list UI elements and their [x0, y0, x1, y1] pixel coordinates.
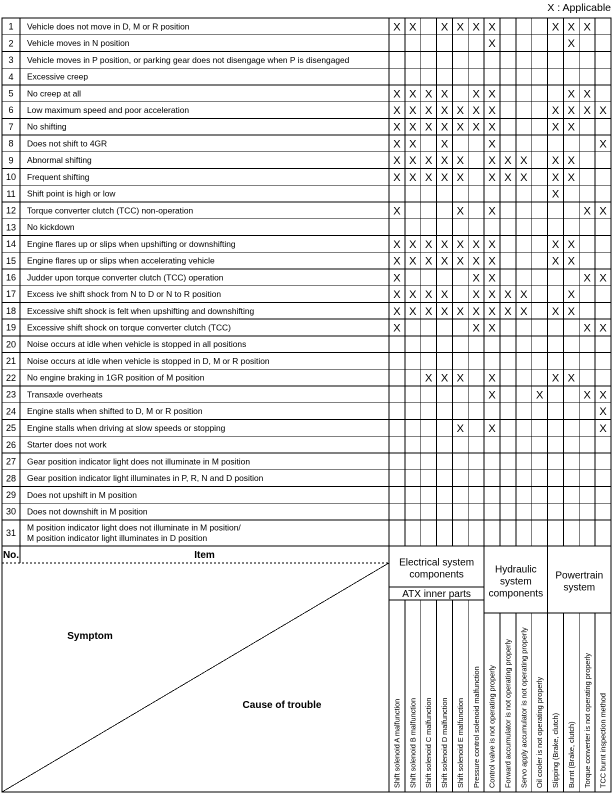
group-header: Hydraulic: [495, 564, 537, 576]
applicable-mark: X: [567, 21, 576, 34]
applicable-mark: X: [567, 238, 576, 251]
cause-label: Shift solenoid A malfunction: [392, 698, 402, 788]
row-number: 7: [8, 121, 14, 132]
cause-label: Control valve is not operating properly: [487, 665, 497, 788]
applicable-mark: X: [409, 121, 417, 134]
group-header: components: [488, 588, 544, 600]
applicable-mark: X: [488, 171, 496, 184]
applicable-mark: X: [599, 389, 607, 402]
applicable-mark: X: [393, 272, 401, 285]
applicable-mark: X: [440, 105, 449, 118]
row-number: 3: [8, 55, 14, 66]
applicable-mark: X: [424, 255, 433, 268]
row-number: 19: [5, 322, 17, 333]
row-number: 4: [8, 71, 14, 82]
row-number: 12: [5, 205, 17, 216]
symptom-text: Noise occurs at idle when vehicle is stopped in all positions: [27, 339, 247, 350]
symptom-text: Does not shift to 4GR: [27, 138, 108, 149]
applicable-mark: X: [472, 289, 480, 302]
applicable-mark: X: [424, 105, 433, 118]
applicable-mark: X: [440, 88, 449, 101]
applicable-mark: X: [567, 305, 576, 318]
row-number: 28: [5, 473, 17, 484]
applicable-mark: X: [488, 389, 496, 402]
applicable-mark: X: [409, 171, 417, 184]
symptom-text: Gear position indicator light does not illuminate in M position: [27, 456, 250, 467]
cause-label: TCC burnt inspection method: [598, 693, 608, 788]
applicable-mark: X: [472, 238, 480, 251]
legend-applicable: X : Applicable: [547, 2, 611, 14]
symptom-text: Abnormal shifting: [27, 155, 92, 166]
symptom-text: Engine stalls when shifted to D, M or R position: [27, 406, 203, 417]
applicable-mark: X: [409, 289, 417, 302]
row-number: 31: [5, 528, 17, 539]
symptom-text: Does not downshift in M position: [27, 506, 148, 517]
applicable-mark: X: [567, 38, 576, 51]
applicable-mark: X: [567, 155, 576, 168]
applicable-mark: X: [488, 105, 496, 118]
applicable-mark: X: [599, 205, 607, 218]
applicable-mark: X: [472, 88, 480, 101]
symptom-text: Noise occurs at idle when vehicle is stopped in D, M or R position: [27, 355, 270, 366]
applicable-mark: X: [599, 422, 607, 435]
symptom-text: No engine braking in 1GR position of M position: [27, 372, 205, 383]
row-number: 23: [5, 389, 17, 400]
applicable-mark: X: [440, 138, 449, 151]
applicable-mark: X: [520, 171, 528, 184]
cause-label: Servo apply accumulator is not operating properly: [519, 627, 529, 788]
applicable-mark: X: [520, 305, 528, 318]
row-number: 13: [5, 222, 17, 233]
applicable-mark: X: [488, 138, 496, 151]
applicable-mark: X: [551, 155, 560, 168]
applicable-mark: X: [440, 238, 449, 251]
row-number: 8: [8, 138, 14, 149]
applicable-mark: X: [567, 121, 576, 134]
applicable-mark: X: [520, 289, 528, 302]
symptom-text: Engine stalls when driving at slow speeds or stopping: [27, 422, 226, 433]
applicable-mark: X: [456, 238, 465, 251]
applicable-mark: X: [409, 88, 417, 101]
applicable-mark: X: [567, 171, 576, 184]
applicable-mark: X: [583, 105, 591, 118]
applicable-mark: X: [488, 155, 496, 168]
applicable-mark: X: [472, 305, 480, 318]
applicable-mark: X: [504, 155, 512, 168]
applicable-mark: X: [424, 372, 433, 385]
applicable-mark: X: [424, 121, 433, 134]
no-header: No.: [2, 549, 20, 561]
applicable-mark: X: [488, 272, 496, 285]
applicable-mark: X: [488, 38, 496, 51]
row-number: 16: [5, 272, 17, 283]
symptom-text: Frequent shifting: [27, 171, 90, 182]
applicable-mark: X: [456, 372, 465, 385]
applicable-mark: X: [488, 372, 496, 385]
symptom-text: Excessive shift shock on torque converter clutch (TCC): [27, 322, 231, 333]
applicable-mark: X: [567, 255, 576, 268]
applicable-mark: X: [599, 138, 607, 151]
row-number: 26: [5, 439, 17, 450]
applicable-mark: X: [583, 322, 591, 335]
applicable-mark: X: [393, 105, 401, 118]
row-number: 2: [8, 38, 14, 49]
applicable-mark: X: [472, 121, 480, 134]
applicable-mark: X: [393, 171, 401, 184]
applicable-mark: X: [393, 138, 401, 151]
symptom-text: Gear position indicator light illuminates in P, R, N and D position: [27, 473, 264, 484]
symptom-text: Judder upon torque converter clutch (TCC) operation: [27, 272, 224, 283]
symptom-text: No shifting: [27, 121, 67, 132]
row-number: 17: [5, 289, 17, 300]
cause-of-trouble-label: Cause of trouble: [242, 699, 322, 711]
applicable-mark: X: [583, 88, 591, 101]
cause-label: Torque converter is not operating properly: [582, 652, 592, 788]
applicable-mark: X: [504, 305, 512, 318]
row-number: 24: [5, 406, 17, 417]
applicable-mark: X: [504, 171, 512, 184]
applicable-mark: X: [393, 305, 401, 318]
cause-label: Shift solenoid C malfunction: [424, 697, 434, 788]
symptom-text: Excessive creep: [27, 71, 88, 82]
symptom-text: Low maximum speed and poor acceleration: [27, 105, 190, 116]
applicable-mark: X: [583, 21, 591, 34]
applicable-mark: X: [456, 171, 465, 184]
applicable-mark: X: [440, 171, 449, 184]
applicable-mark: X: [551, 21, 560, 34]
cause-label: Shift solenoid B malfunction: [408, 697, 418, 788]
row-number: 22: [5, 372, 17, 383]
row-number: 14: [5, 239, 17, 250]
symptom-text: No kickdown: [27, 222, 75, 233]
row-number: 27: [5, 456, 17, 467]
applicable-mark: X: [567, 105, 576, 118]
applicable-mark: X: [488, 255, 496, 268]
applicable-mark: X: [424, 88, 433, 101]
applicable-mark: X: [551, 238, 560, 251]
applicable-mark: X: [409, 155, 417, 168]
applicable-mark: X: [409, 255, 417, 268]
applicable-mark: X: [424, 238, 433, 251]
symptom-label: Symptom: [67, 630, 113, 642]
cause-label: Oil cooler is not operating properly: [535, 676, 545, 788]
symptom-text: M position indicator light does not illuminate in M position/: [27, 522, 241, 533]
applicable-mark: X: [456, 21, 465, 34]
applicable-mark: X: [456, 205, 465, 218]
diagonal-line: [2, 563, 389, 792]
symptom-text: Torque converter clutch (TCC) non-operation: [27, 205, 194, 216]
row-number: 29: [5, 490, 17, 501]
applicable-mark: X: [456, 155, 465, 168]
row-number: 20: [5, 339, 17, 350]
cause-label: Slipping (Brake, clutch): [551, 712, 561, 788]
group-header: system: [500, 576, 532, 588]
row-number: 30: [5, 506, 17, 517]
applicable-mark: X: [440, 121, 449, 134]
applicable-mark: X: [551, 121, 560, 134]
applicable-mark: X: [599, 406, 607, 419]
applicable-mark: X: [424, 305, 433, 318]
applicable-mark: X: [440, 305, 449, 318]
applicable-mark: X: [409, 238, 417, 251]
symptom-text: No creep at all: [27, 88, 81, 99]
applicable-mark: X: [567, 372, 576, 385]
applicable-mark: X: [488, 121, 496, 134]
row-number: 6: [8, 105, 14, 116]
applicable-mark: X: [567, 88, 576, 101]
applicable-mark: X: [409, 305, 417, 318]
applicable-mark: X: [456, 305, 465, 318]
applicable-mark: X: [599, 272, 607, 285]
applicable-mark: X: [472, 272, 480, 285]
applicable-mark: X: [440, 155, 449, 168]
row-number: 18: [5, 305, 17, 316]
row-number: 5: [8, 88, 14, 99]
applicable-mark: X: [504, 289, 512, 302]
row-number: 10: [5, 172, 17, 183]
applicable-mark: X: [583, 205, 591, 218]
item-header: Item: [194, 549, 215, 561]
applicable-mark: X: [424, 171, 433, 184]
applicable-mark: X: [535, 389, 544, 402]
applicable-mark: X: [393, 238, 401, 251]
applicable-mark: X: [488, 422, 496, 435]
applicable-mark: X: [488, 205, 496, 218]
cause-label: Burnt (Brake, clutch): [566, 721, 576, 788]
applicable-mark: X: [472, 255, 480, 268]
applicable-mark: X: [393, 21, 401, 34]
applicable-mark: X: [393, 255, 401, 268]
row-number: 1: [8, 21, 14, 32]
applicable-mark: X: [424, 289, 433, 302]
applicable-mark: X: [551, 372, 560, 385]
group-header: components: [409, 569, 464, 581]
applicable-mark: X: [440, 255, 449, 268]
applicable-mark: X: [456, 105, 465, 118]
applicable-mark: X: [488, 88, 496, 101]
applicable-mark: X: [551, 171, 560, 184]
applicable-mark: X: [599, 105, 607, 118]
applicable-mark: X: [567, 289, 576, 302]
symptom-text: Vehicle moves in N position: [27, 38, 130, 49]
applicable-mark: X: [393, 205, 401, 218]
applicable-mark: X: [393, 88, 401, 101]
applicable-mark: X: [583, 389, 591, 402]
row-number: 11: [6, 188, 16, 199]
applicable-mark: X: [456, 422, 465, 435]
applicable-mark: X: [551, 105, 560, 118]
symptom-text: Transaxle overheats: [27, 389, 103, 400]
applicable-mark: X: [488, 322, 496, 335]
applicable-mark: X: [472, 105, 480, 118]
applicable-mark: X: [599, 322, 607, 335]
cause-label: Shift solenoid E malfunction: [455, 697, 465, 788]
applicable-mark: X: [488, 289, 496, 302]
group-header: Electrical system: [399, 557, 475, 569]
symptom-text: Shift point is high or low: [27, 188, 116, 199]
group-header: system: [563, 582, 596, 594]
applicable-mark: X: [393, 289, 401, 302]
applicable-mark: X: [393, 121, 401, 134]
symptom-text: Excessive shift shock is felt when upshifting and downshifting: [27, 305, 255, 316]
applicable-mark: X: [472, 322, 480, 335]
applicable-mark: X: [551, 188, 560, 201]
row-number: 21: [5, 356, 17, 367]
cause-label: Pressure control solenoid malfunction: [471, 666, 481, 788]
applicable-mark: X: [409, 21, 417, 34]
applicable-mark: X: [472, 21, 480, 34]
applicable-mark: X: [393, 322, 401, 335]
applicable-mark: X: [440, 289, 449, 302]
group-header: Powertrain: [555, 570, 604, 582]
row-number: 25: [5, 423, 17, 434]
subgroup-header: ATX inner parts: [402, 588, 471, 600]
applicable-mark: X: [424, 155, 433, 168]
troubleshooting-matrix: [0, 17, 612, 793]
symptom-text: Does not upshift in M position: [27, 489, 137, 500]
symptom-text: Vehicle does not move in D, M or R position: [27, 21, 190, 32]
row-number: 9: [8, 155, 14, 166]
symptom-text: Engine flares up or slips when upshifting or downshifting: [27, 238, 236, 249]
applicable-mark: X: [583, 272, 591, 285]
applicable-mark: X: [488, 238, 496, 251]
cause-label: Shift solenoid D malfunction: [440, 697, 450, 788]
applicable-mark: X: [488, 21, 496, 34]
applicable-mark: X: [409, 138, 417, 151]
symptom-text: Vehicle moves in P position, or parking gear does not disengage when P is disengaged: [27, 54, 350, 65]
symptom-text: Starter does not work: [27, 439, 107, 450]
applicable-mark: X: [551, 305, 560, 318]
cause-label: Forward accumulator is not operating properly: [503, 639, 513, 788]
applicable-mark: X: [440, 372, 449, 385]
row-number: 15: [5, 255, 17, 266]
applicable-mark: X: [409, 105, 417, 118]
symptom-text: M position indicator light illuminates in D position: [27, 533, 208, 544]
symptom-text: Engine flares up or slips when accelerating vehicle: [27, 255, 215, 266]
applicable-mark: X: [488, 305, 496, 318]
applicable-mark: X: [393, 155, 401, 168]
applicable-mark: X: [520, 155, 528, 168]
applicable-mark: X: [551, 255, 560, 268]
applicable-mark: X: [456, 255, 465, 268]
symptom-text: Excess ive shift shock from N to D or N to R position: [27, 289, 222, 300]
applicable-mark: X: [440, 21, 449, 34]
applicable-mark: X: [456, 121, 465, 134]
